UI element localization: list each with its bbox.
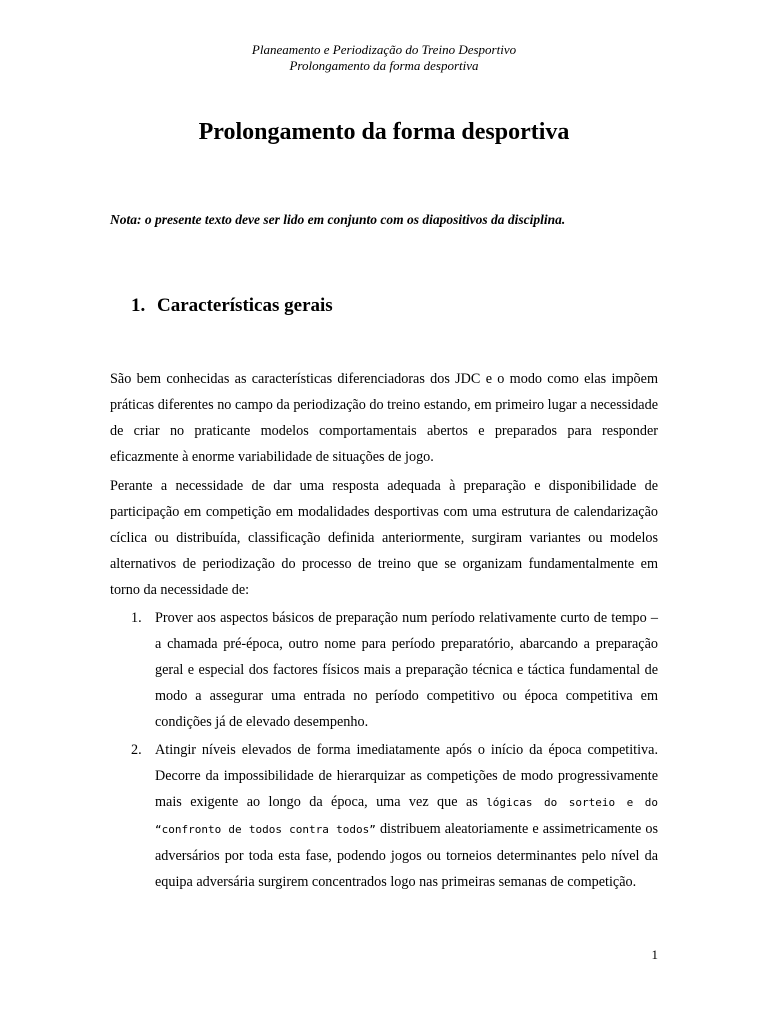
paragraph-text: Perante a necessidade de dar uma resposta adequada à preparação e disponibilidade de participação em competição em modalidades desportivas com uma estrutura de calendarização cíclica ou distribuída, classificação definida anteriormente, surgiram variantes ou modelos alternativos de periodização do processo de treino que se organizam fundamentalmente em torno da necessidade de:: [110, 478, 658, 598]
page-number: 1: [651, 947, 658, 962]
list-item-text-after: distribuem aleatoriamente e assimetricamente os adversários por toda esta fase, podendo jogos ou torneios determinantes pelo nível da equipa adversária surgirem concentrados logo nas primeiras semanas de competição.: [155, 821, 659, 890]
paragraph-text: São bem conhecidas as características diferenciadoras dos JDC e o modo como elas impõem práticas diferentes no campo da periodização do treino estando, em primeiro lugar a necessidade de criar no praticante modelos comportamentais abertos e preparados para responder eficazmente à enorme variabilidade de situações de jogo.: [110, 371, 658, 465]
numbered-list: [131, 605, 658, 897]
list-item: [131, 605, 658, 735]
list-item-text-monospace: lógicas do sorteio e do “confronto de todos contra todos”: [155, 796, 658, 836]
list-item-marker: 1.: [131, 610, 142, 626]
list-item: [131, 737, 658, 895]
document-title: Prolongamento da forma desportiva: [198, 119, 570, 145]
running-header-line-1: Planeamento e Periodização do Treino Desportivo: [251, 42, 517, 57]
reading-note: Nota: o presente texto deve ser lido em conjunto com os diapositivos da disciplina.: [110, 212, 566, 227]
section-title: Características gerais: [157, 295, 333, 316]
body-paragraph-1: [110, 366, 658, 470]
list-item-marker: 2.: [131, 742, 142, 758]
running-header: [0, 42, 768, 74]
section-number: 1.: [131, 295, 146, 316]
list-item-text: Prover aos aspectos básicos de preparação num período relativamente curto de tempo – a chamada pré-época, outro nome para período preparatório, abarcando a preparação geral e especial dos factores físicos mais a preparação técnica e táctica fundamental de modo a assegurar uma entrada no período competitivo ou época competitiva em condições já de elevado desempenho.: [155, 610, 658, 730]
body-paragraph-2: [110, 473, 658, 603]
section-heading: [131, 294, 333, 318]
running-header-line-2: Prolongamento da forma desportiva: [289, 58, 479, 73]
list-item-text-before: Atingir níveis elevados de forma imediatamente após o início da época competitiva. Decorre da impossibilidade de hierarquizar as competições de modo progressivamente mais exigente ao longo da época, uma vez que as: [155, 742, 658, 810]
